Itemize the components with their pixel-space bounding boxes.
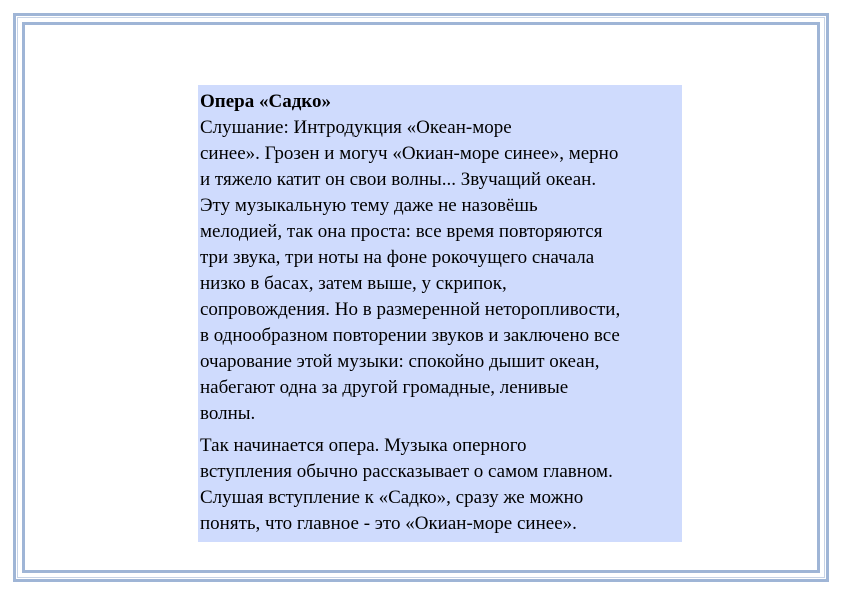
text-line: набегают одна за другой громадные, ленивые	[200, 377, 569, 398]
text-line: сопровождения. Но в размеренной неторопливости,	[200, 299, 621, 320]
text-line: вступления обычно рассказывает о самом главном.	[200, 461, 613, 482]
text-line: Слушание: Интродукция «Океан-море	[200, 117, 512, 138]
text-line: волны.	[200, 403, 256, 424]
paragraph-overture	[200, 433, 682, 537]
text-line: Слушая вступление к «Садко», сразу же можно	[200, 487, 584, 508]
text-line: синее». Грозен и могуч «Окиан-море синее», мерно	[200, 143, 619, 164]
text-box	[198, 85, 682, 542]
text-line: и тяжело катит он свои волны... Звучащий океан.	[200, 169, 597, 190]
text-line: очарование этой музыки: спокойно дышит океан,	[200, 351, 600, 372]
text-line: Эту музыкальную тему даже не назовёшь	[200, 195, 538, 216]
text-line: три звука, три ноты на фоне рокочущего сначала	[200, 247, 595, 268]
text-line: понять, что главное - это «Окиан-море синее».	[200, 513, 577, 534]
text-line: Так начинается опера. Музыка оперного	[200, 435, 527, 456]
text-line: низко в басах, затем выше, у скрипок,	[200, 273, 507, 294]
text-line: в однообразном повторении звуков и заключено все	[200, 325, 620, 346]
text-line: мелодией, так она проста: все время повторяются	[200, 221, 603, 242]
opera-title: Опера «Садко»	[200, 91, 332, 112]
paragraph-listening	[200, 115, 682, 427]
